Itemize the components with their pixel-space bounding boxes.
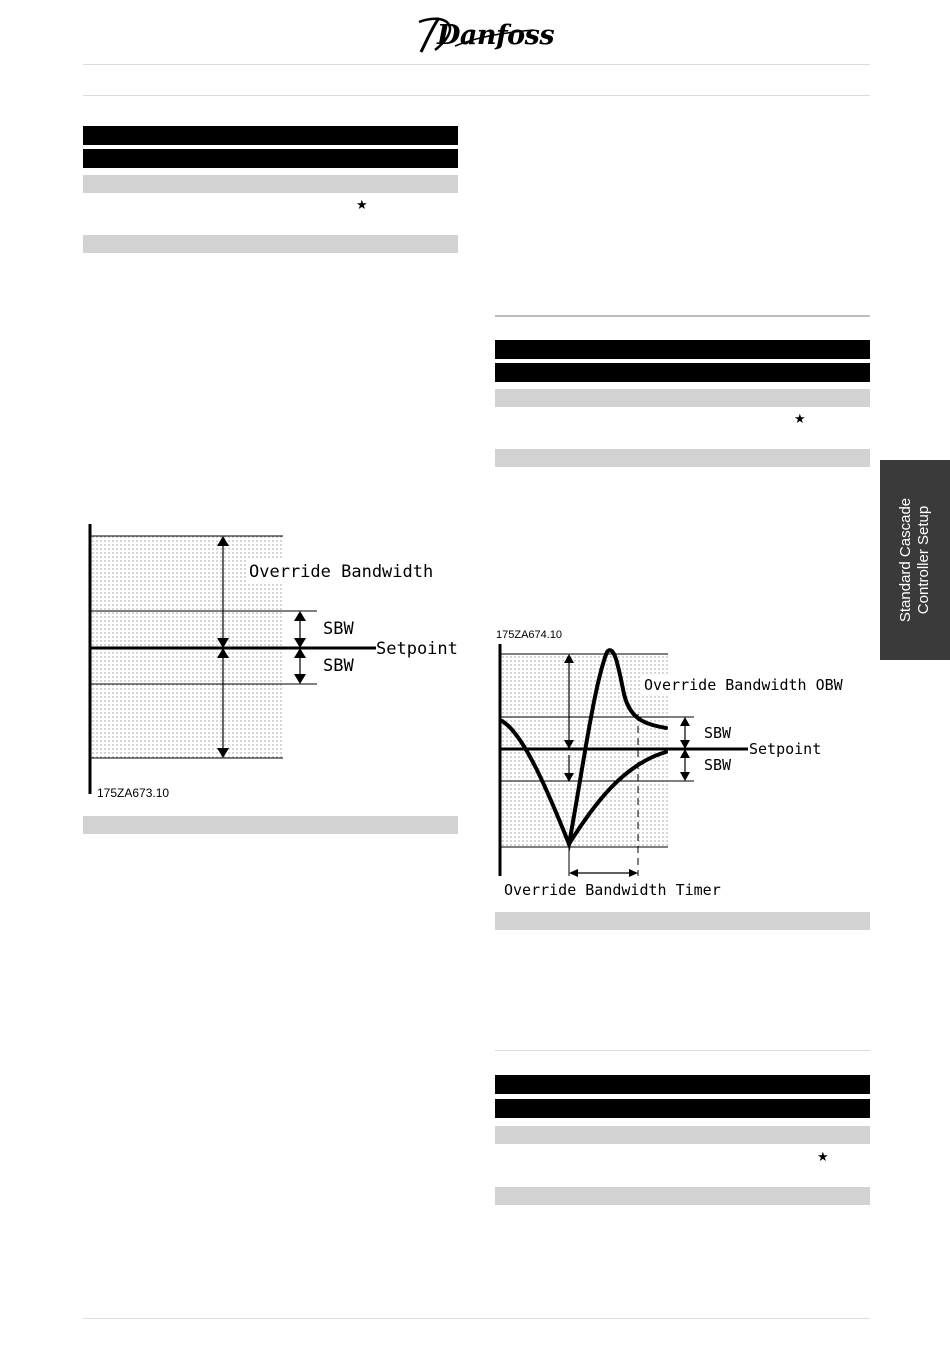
param-title-bar-2: [83, 149, 458, 168]
logo-text: Danfoss: [437, 20, 555, 51]
arrow-up-icon: [294, 611, 306, 621]
star-icon: ★: [817, 1150, 829, 1165]
side-tab-line-2: Controller Setup: [915, 505, 932, 615]
param-title-bar-4: [495, 363, 870, 382]
override-bandwidth-timer-label: Override Bandwidth Timer: [504, 881, 721, 899]
arrow-up-icon: [680, 717, 690, 726]
param-title-bar-1: [83, 126, 458, 145]
param-function-bar: [83, 235, 458, 253]
setpoint-label: Setpoint: [749, 740, 822, 758]
figure-caption-bar-2: [495, 912, 870, 930]
param-title-bar-5: [495, 1075, 870, 1094]
star-icon: ★: [794, 412, 806, 427]
param-function-bar-2: [495, 449, 870, 467]
sbw-lower-label: SBW: [704, 756, 732, 774]
sbw-upper-label: SBW: [323, 619, 354, 639]
arrow-down-icon: [680, 772, 690, 781]
override-bandwidth-label: Override Bandwidth: [249, 562, 434, 582]
side-tab-line-1: Standard Cascade: [897, 497, 914, 623]
param-value-bar: [83, 175, 458, 193]
header-rule-bottom: [83, 95, 870, 96]
section-rule: [495, 315, 870, 317]
figure-id: 175ZA673.10: [97, 786, 170, 800]
footer-rule: [83, 1318, 870, 1319]
override-bandwidth-obw-label: Override Bandwidth OBW: [644, 676, 843, 694]
param-value-bar-2: [495, 389, 870, 407]
param-title-bar-6: [495, 1099, 870, 1118]
sbw-upper-label: SBW: [704, 724, 732, 742]
param-function-bar-3: [495, 1187, 870, 1205]
param-title-bar-3: [495, 340, 870, 359]
arrow-down-icon: [294, 674, 306, 684]
figure-caption-bar-1: [83, 816, 458, 834]
sbw-lower-label: SBW: [323, 656, 354, 676]
arrow-left-icon: [569, 869, 578, 877]
figure-override-bandwidth-timer: [494, 624, 878, 904]
star-icon: ★: [356, 198, 368, 213]
figure-id: 175ZA674.10: [496, 629, 563, 641]
figure-override-bandwidth: [80, 520, 465, 805]
header-rule-top: [83, 64, 870, 65]
header-logo: [415, 12, 555, 58]
param-value-bar-3: [495, 1126, 870, 1144]
arrow-right-icon: [629, 869, 638, 877]
section-rule-2: [495, 1050, 870, 1051]
setpoint-label: Setpoint: [376, 639, 458, 659]
side-chapter-tab: [880, 460, 950, 660]
